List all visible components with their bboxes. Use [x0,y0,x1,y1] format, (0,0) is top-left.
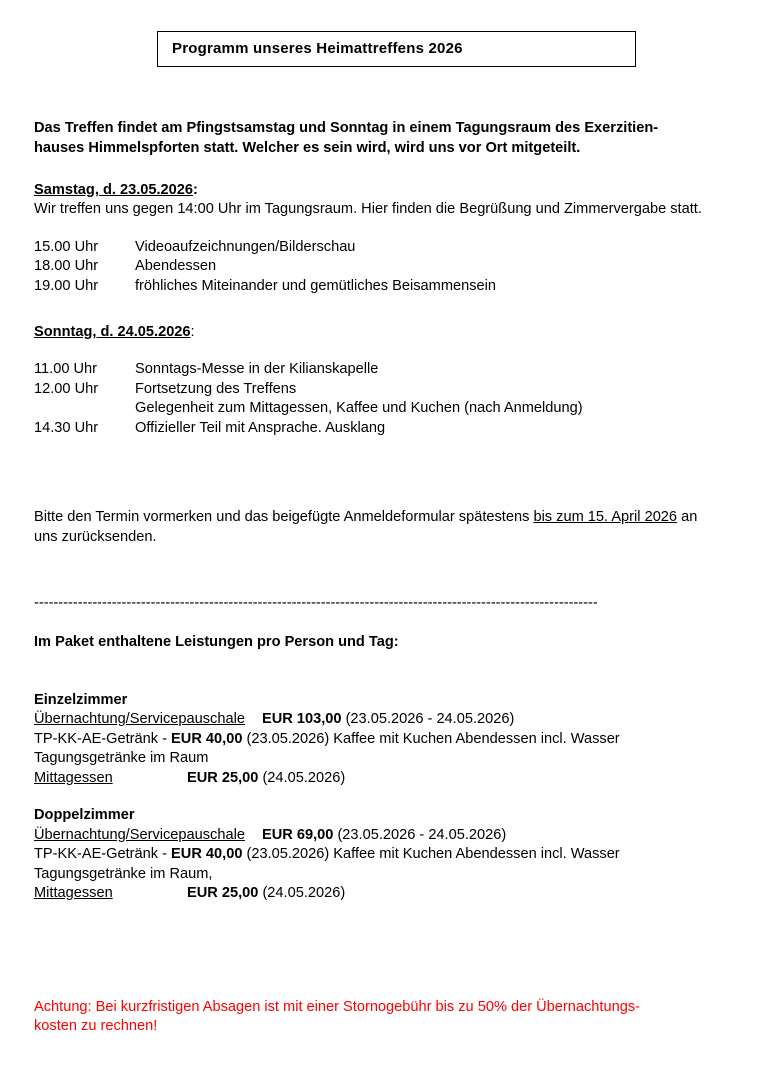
spacer [34,653,734,691]
schedule-time: 12.00 Uhr [34,380,99,397]
dashed-separator: -------------------------------------------------------------------------------------------------------------------- [34,595,598,611]
schedule-description: fröhliches Miteinander und gemütliches Beisammensein [135,277,496,294]
spacer [34,220,734,238]
page-title: Programm unseres Heimattreffens 2026 [172,40,463,57]
single-room-drinks-prefix: TP-KK-AE-Getränk - [34,730,172,747]
spacer [34,547,734,595]
double-room-lunch-label: Mittagessen [34,885,113,901]
deadline-date-underlined: bis zum 15. April 2026 [533,509,678,525]
spacer [34,158,734,180]
cancellation-warning [34,998,714,1037]
single-room-lunch-label: Mittagessen [34,769,113,786]
double-room-overnight-price: EUR 69,00 [262,826,334,843]
spacer [34,904,734,960]
double-room-lunch-price: EUR 25,00 [187,885,259,901]
double-room-overnight-row [34,826,734,846]
schedule-description: Videoaufzeichnungen/Bilderschau [135,238,356,255]
sunday-schedule [34,360,734,438]
intro-paragraph [34,118,724,158]
spacer [34,611,734,633]
double-room-overnight-dates: (23.05.2026 - 24.05.2026) [333,826,507,843]
schedule-description: Abendessen [135,258,217,274]
schedule-row [34,380,734,400]
single-room-drinks-line2: Tagungsgetränke im Raum [34,750,209,766]
schedule-description: Offizieller Teil mit Ansprache. Ausklang [135,419,386,436]
double-room-lunch-row [34,884,734,904]
saturday-heading-colon: : [193,182,198,198]
schedule-row [34,257,734,277]
double-room-drinks-line2: Tagungsgetränke im Raum, [34,865,213,882]
schedule-description: Gelegenheit zum Mittagessen, Kaffee und Kuchen (nach Anmeldung) [135,400,583,416]
single-room-lunch-row [34,769,734,789]
single-room-overnight-price: EUR 103,00 [262,711,342,727]
warning-line-1: Achtung: Bei kurzfristigen Absagen ist mit einer Stornogebühr bis zu 50% der Übernachtungs- [34,998,640,1015]
single-room-drinks-rest: (23.05.2026) Kaffee mit Kuchen Abendessen incl. Wasser [242,730,620,747]
saturday-heading-text: Samstag, d. 23.05.2026 [34,182,194,198]
schedule-row [34,399,734,419]
warning-line-2: kosten zu rechnen! [34,1018,158,1034]
double-room-drinks-price: EUR 40,00 [171,846,243,862]
single-room-lunch-price: EUR 25,00 [187,769,259,786]
document-body [34,118,734,1037]
single-room-overnight-value [262,710,734,730]
sunday-heading-colon: : [190,324,195,340]
schedule-description: Sonntags-Messe in der Kilianskapelle [135,361,379,377]
single-room-drinks-row [34,730,734,750]
deadline-text-before: Bitte den Termin vormerken und das beigefügte Anmeldeformular spätestens [34,509,534,525]
schedule-time [34,399,135,419]
saturday-lead-text: Wir treffen uns gegen 14:00 Uhr im Tagungsraum. Hier finden die Begrüßung und Zimmervergabe statt. [34,201,702,217]
single-room-title: Einzelzimmer [34,691,128,708]
intro-line-2: hauses Himmelspforten statt. Welcher es sein wird, wird uns vor Ort mitgeteilt. [34,140,581,156]
sunday-heading-text: Sonntag, d. 24.05.2026 [34,324,191,340]
schedule-row [34,419,734,439]
spacer [34,438,734,508]
double-room-overnight-label: Übernachtung/Servicepauschale [34,826,245,843]
schedule-row [34,360,734,380]
spacer [34,296,734,322]
single-room-lunch-dates: (24.05.2026) [258,769,346,786]
spacer [34,788,734,806]
spacer [34,960,734,998]
double-room-lunch-value [187,884,734,904]
deadline-text-after: an uns zurücksenden. [34,509,698,545]
schedule-time: 15.00 Uhr [34,238,99,255]
schedule-time: 11.00 Uhr [34,361,98,377]
single-room-lunch-value [187,769,734,789]
deadline-paragraph [34,508,724,547]
package-heading: Im Paket enthaltene Leistungen pro Person und Tag: [34,634,399,650]
schedule-row [34,277,734,297]
double-room-drinks-rest: (23.05.2026) Kaffee mit Kuchen Abendessen incl. Wasser [242,846,620,862]
saturday-heading [34,180,734,200]
schedule-time: 19.00 Uhr [34,277,99,294]
single-room-drinks-price: EUR 40,00 [171,730,243,747]
document-title-box [157,31,636,67]
schedule-row [34,238,734,258]
double-room-title: Doppelzimmer [34,807,135,823]
single-room-overnight-dates: (23.05.2026 - 24.05.2026) [341,711,515,727]
schedule-time: 14.30 Uhr [34,419,99,436]
saturday-schedule [34,238,734,297]
double-room-overnight-value [262,826,734,846]
sunday-heading [34,322,734,342]
single-room-overnight-row [34,710,734,730]
spacer [34,342,734,360]
double-room-drinks-prefix: TP-KK-AE-Getränk - [34,846,172,862]
double-room-drinks-row [34,845,734,865]
intro-line-1: Das Treffen findet am Pfingstsamstag und Sonntag in einem Tagungsraum des Exerzitien- [34,120,659,136]
schedule-time: 18.00 Uhr [34,258,99,274]
single-room-overnight-label: Übernachtung/Servicepauschale [34,711,245,727]
schedule-description: Fortsetzung des Treffens [135,380,297,397]
double-room-lunch-dates: (24.05.2026) [258,885,346,901]
